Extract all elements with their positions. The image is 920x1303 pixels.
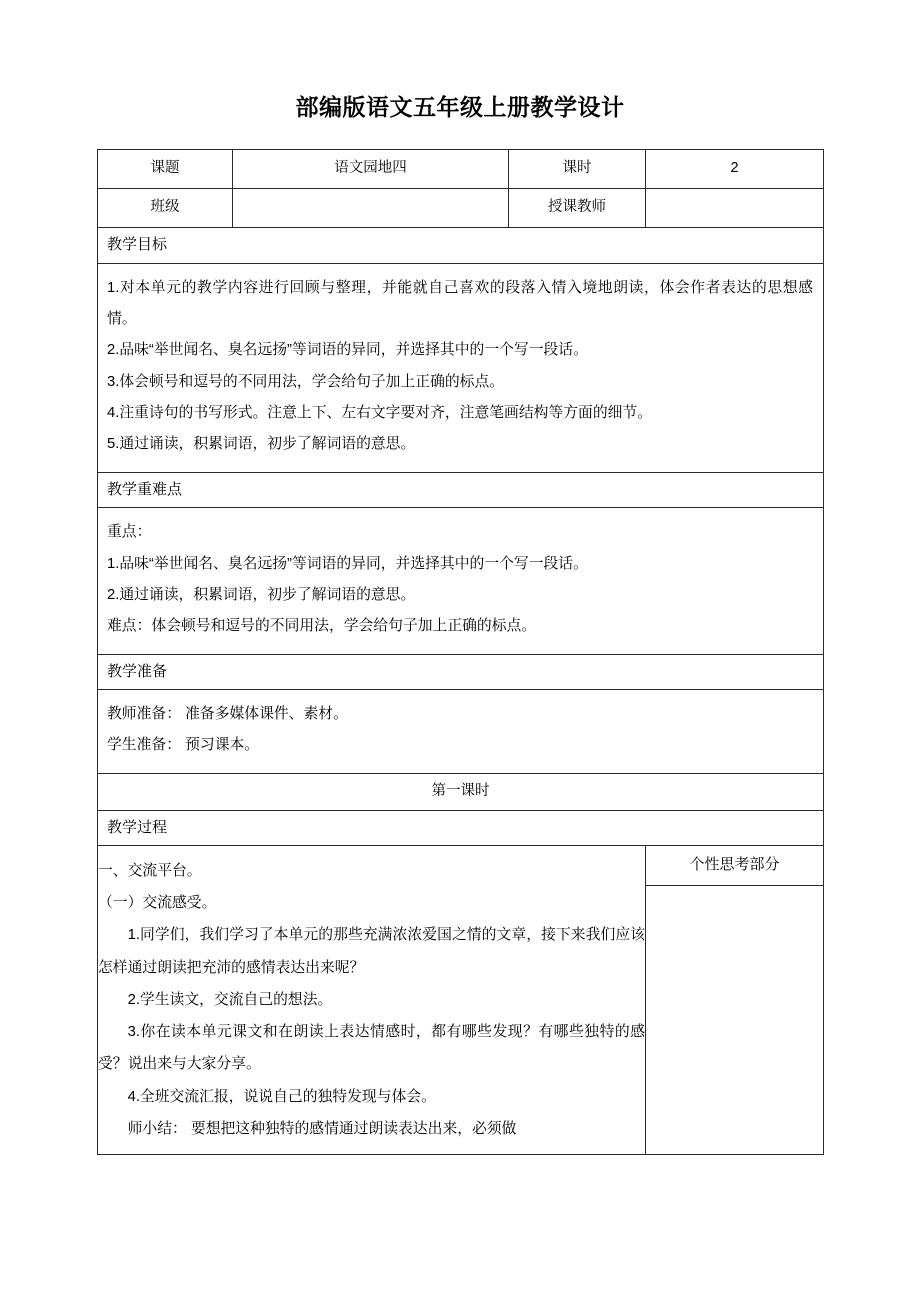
objectives-label-cell xyxy=(98,228,824,264)
table-row-topic xyxy=(98,150,824,189)
objectives-label: 教学目标 xyxy=(107,236,168,253)
topic-label: 课题 xyxy=(98,150,233,189)
table-row-objectives-label xyxy=(98,228,824,264)
keypoints-body-cell xyxy=(98,508,824,654)
difficulty-item: 难点：体会顿号和逗号的不同用法，学会给句子加上正确的标点。 xyxy=(107,618,537,635)
table-row-preparation-label xyxy=(98,654,824,690)
preparation-list xyxy=(98,690,823,773)
preparation-body-cell xyxy=(98,690,824,774)
table-row-class xyxy=(98,189,824,228)
objectives-body-cell xyxy=(98,263,824,472)
teacher-value xyxy=(646,189,824,228)
process-paragraph: 一、交流平台。 xyxy=(98,862,202,879)
keypoints-label: 教学重难点 xyxy=(107,480,183,498)
process-label-cell xyxy=(98,810,824,846)
process-paragraph: 师小结： 要想把这种独特的感情通过朗读表达出来，必须做 xyxy=(127,1120,517,1137)
keypoints-list xyxy=(98,508,823,653)
process-paragraph: 2.学生读文，交流自己的想法。 xyxy=(127,991,333,1008)
student-preparation: 学生准备： 预习课本。 xyxy=(107,737,260,754)
table-row-preparation-body xyxy=(98,690,824,774)
personal-reflection-notes-area[interactable] xyxy=(646,886,823,1154)
periods-label: 课时 xyxy=(509,150,646,189)
objective-item: 2.品味“举世闻名、臭名远扬”等词语的异同，并选择其中的一个写一段话。 xyxy=(107,342,588,359)
table-row-process-label xyxy=(98,810,824,846)
objective-item: 1.对本单元的教学内容进行回顾与整理，并能就自己喜欢的段落入情入境地朗读，体会作者表达的思想感情。 xyxy=(107,279,813,327)
process-paragraph: 3.你在读本单元课文和在朗读上表达情感时，都有哪些发现？有哪些独特的感受？说出来与大家分享。 xyxy=(98,1024,645,1073)
teacher-preparation: 教师准备： 准备多媒体课件、素材。 xyxy=(107,706,348,723)
table-row-objectives-body xyxy=(98,263,824,472)
preparation-label-cell xyxy=(98,654,824,690)
keypoints-heading: 重点： xyxy=(107,524,152,541)
periods-value: 2 xyxy=(646,150,824,189)
table-row-keypoints-body xyxy=(98,508,824,654)
table-row-keypoints-label xyxy=(98,472,824,508)
class-value xyxy=(233,189,509,228)
objective-item: 4.注重诗句的书写形式。注意上下、左右文字要对齐，注意笔画结构等方面的细节。 xyxy=(107,404,653,421)
personal-reflection-header: 个性思考部分 xyxy=(646,846,823,886)
topic-value: 语文园地四 xyxy=(233,150,509,189)
personal-reflection-cell xyxy=(646,846,824,1155)
process-content-cell xyxy=(98,846,646,1155)
teacher-label: 授课教师 xyxy=(509,189,646,228)
class-label: 班级 xyxy=(98,189,233,228)
table-row-period-divider xyxy=(98,773,824,810)
keypoint-item: 1.品味“举世闻名、臭名远扬”等词语的异同，并选择其中的一个写一段话。 xyxy=(107,555,588,572)
page-title: 部编版语文五年级上册教学设计 xyxy=(295,94,625,120)
keypoints-label-cell xyxy=(98,472,824,508)
process-paragraph: （一）交流感受。 xyxy=(98,895,217,912)
objectives-list xyxy=(98,264,823,472)
process-paragraph: 1.同学们，我们学习了本单元的那些充满浓浓爱国之情的文章，接下来我们应该怎样通过朗读把充沛的感情表达出来呢？ xyxy=(98,927,645,976)
lesson-plan-table xyxy=(97,149,824,1155)
process-paragraph: 4.全班交流汇报，说说自己的独特发现与体会。 xyxy=(127,1088,436,1105)
keypoint-item: 2.通过诵读，积累词语，初步了解词语的意思。 xyxy=(107,586,416,603)
objective-item: 3.体会顿号和逗号的不同用法，学会给句子加上正确的标点。 xyxy=(107,373,505,390)
process-label: 教学过程 xyxy=(107,818,168,836)
objective-item: 5.通过诵读，积累词语，初步了解词语的意思。 xyxy=(107,436,416,453)
table-row-process-body xyxy=(98,846,824,1155)
preparation-label: 教学准备 xyxy=(107,662,168,680)
period-divider-label: 第一课时 xyxy=(98,773,824,810)
